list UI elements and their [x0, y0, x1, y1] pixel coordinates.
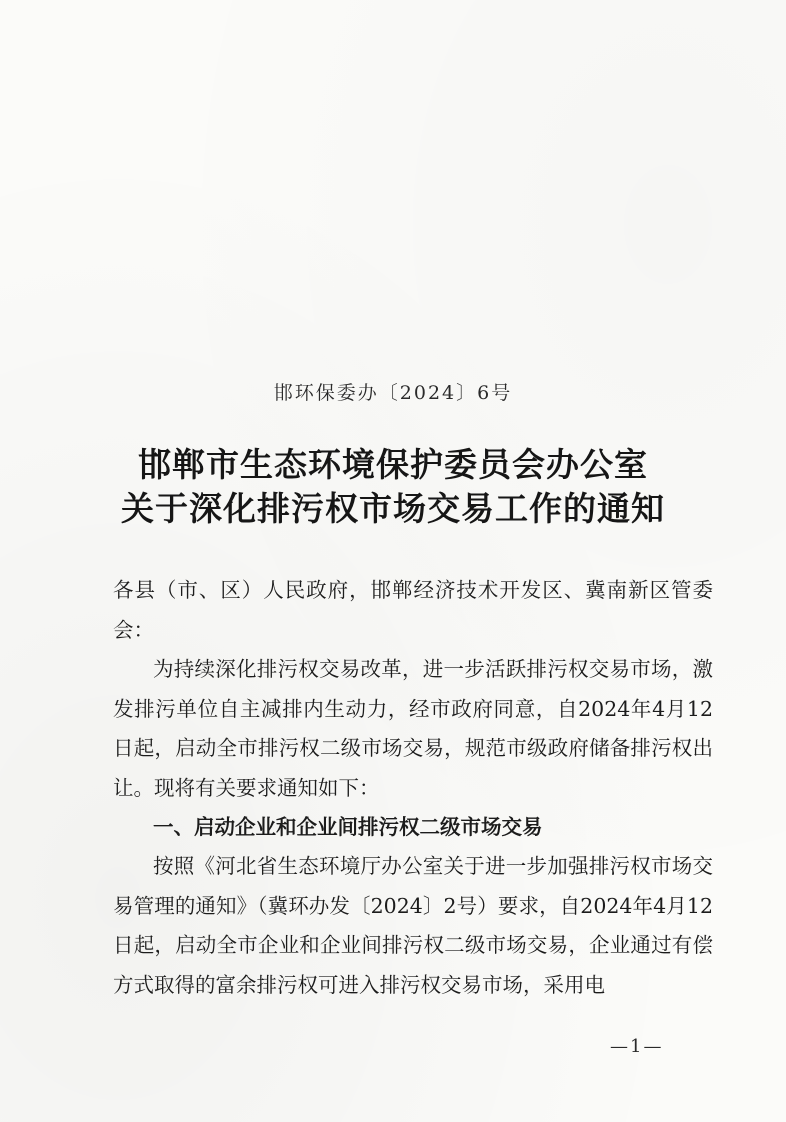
document-title-line-2: 关于深化排污权市场交易工作的通知: [121, 489, 665, 528]
document-title-line-1: 邯郸市生态环境保护委员会办公室: [138, 445, 648, 484]
recipient-line: 各县（市、区）人民政府，邯郸经济技术开发区、冀南新区管委会：: [113, 578, 713, 642]
page-number: —1—: [610, 1036, 664, 1057]
body-paragraph-1: 为持续深化排污权交易改革，进一步活跃排污权交易市场，激发排污单位自主减排内生动力，经市政府同意，自2024年4月12日起，启动全市排污权二级市场交易，规范市级政府储备排污权出让。现将有关要求通知如下：: [113, 657, 713, 800]
section-heading-1: 一、启动企业和企业间排污权二级市场交易: [153, 815, 543, 839]
document-number: 邯环保委办〔2024〕6号: [273, 382, 513, 404]
body-paragraph-2: 按照《河北省生态环境厅办公室关于进一步加强排污权市场交易管理的通知》（冀环办发〔2024〕2号）要求，自2024年4月12日起，启动全市企业和企业间排污权二级市场交易，企业通过有偿方式取得的富余排污权可进入排污权交易市场，采用电: [113, 854, 713, 997]
